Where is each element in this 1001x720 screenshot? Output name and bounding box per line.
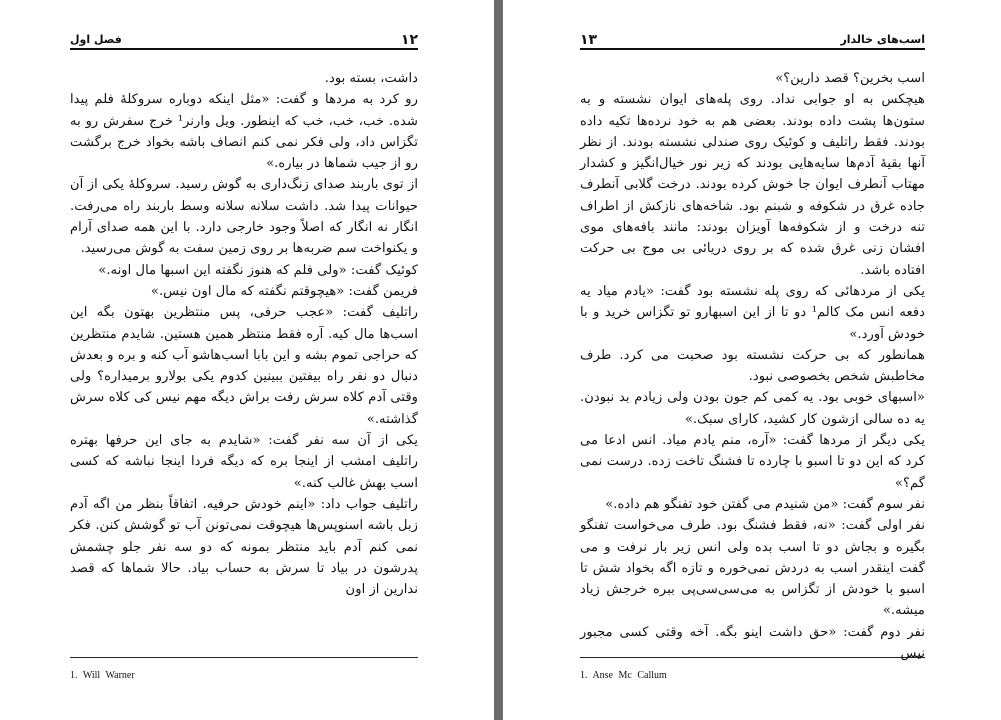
footnote-divider	[70, 657, 418, 658]
left-page-header	[70, 30, 418, 50]
footnote: 1. Anse Mc Callum	[580, 670, 667, 681]
paragraph: داشت، بسته بود.	[324, 71, 418, 86]
footnote: 1. Will Warner	[70, 670, 135, 681]
paragraph: نفر اولی گفت: «نه، فقط فشنگ بود. طرف می‌خواست تفنگو بگیره و بجاش دو تا اسب بده ولی انس زیر بار نرفت و می گفت اینقدر اسب به دردش نمی‌خوره و تازه اگه بخواد شش تا اسبو با خودش از تگزاس به می‌سی‌سی‌پی ببره خرجش زیاد میشه.»	[580, 518, 925, 619]
page-number: ۱۲	[400, 32, 418, 48]
right-page-body	[580, 68, 925, 664]
paragraph: یکی از آن سه نفر گفت: «شایدم به جای این حرفها بهتره راتلیف امشب از اینجا بره که دیگه فردا اینجا نباشه که کسی اسب بهش غالب کنه.»	[70, 433, 418, 491]
right-page	[503, 0, 1001, 720]
page-number: ۱۳	[580, 32, 598, 48]
paragraph: یکی دیگر از مردها گفت: «آره، منم یادم میاد. انس ادعا می کرد که این دو تا اسبو با چارده تا فشنگ تاخت زده. درست نمی گم؟»	[580, 433, 925, 491]
paragraph: رو کرد به مردها و گفت: «مثل اینکه دوباره سروکلهٔ فلم پیدا شده. خب، خب، خب که اینطور. ویل وارنر¹ خرج سفرش رو به تگزاس داد، ولی فکر نمی کنم انصاف باشه بخواد خرج برگشت رو از جیب شماها در بیاره.»	[70, 92, 418, 172]
paragraph: نفر سوم گفت: «من شنیدم می گفتن خود تفنگو هم داده.»	[605, 496, 925, 512]
paragraph: «اسبهای خوبی بود. یه کمی کم جون بودن ولی زیادم بد نبودن. یه ده سالی ازشون کار کشید، کارای سبک.»	[580, 390, 925, 427]
page-gutter	[494, 0, 503, 720]
paragraph: هیچکس به او جوابی نداد. روی پله‌های ایوان نشسته و به ستون‌ها پشت داده بودند. بعضی هم به خود نرده‌ها تکیه داده بودند. فقط راتلیف و کوئیک روی صندلی نشسته بودند. از نظر آنها بقیهٔ آدم‌ها سایه‌هایی بودند که زیر نور خیال‌انگیز و کشدار مهتاب آنطرف ایوان جا خوش کرده بودند. درخت گلابی آنطرف جاده غرق در شکوفه و شبنم بود. شاخه‌های نازکش از اطراف تنه درخت و از شکوفه‌ها آویزان بودند: مانند بافه‌های موی افشان زنی غرق شده که بر روی دریائی بی موج بی حرکت افتاده باشد.	[580, 92, 925, 278]
paragraph: اسب بخرین؟ قصد دارین؟»	[775, 71, 925, 86]
paragraph: راتلیف جواب داد: «اینم خودش حرفیه. اتفاقاً بنظر من اگه آدم زبل باشه اسنوپس‌ها هیچوقت نمی‌تونن آب تو گوشش کنن. فکر نمی کنم آدم باید منتظر بمونه که دو سه نفر جلو چشمش پدرشون در بیاد تا سرش به حساب بیاد. حالا شماها که قصد ندارین از اون	[70, 496, 418, 598]
right-page-header	[580, 30, 925, 50]
running-title: اسب‌های خالدار	[840, 33, 925, 46]
running-title: فصل اول	[70, 33, 122, 46]
paragraph: همانطور که بی حرکت نشسته بود صحبت می کرد. طرف مخاطبش شخص بخصوصی نبود.	[580, 347, 925, 385]
paragraph: یکی از مردهائی که روی پله نشسته بود گفت: «یادم میاد یه دفعه انس مک کالم¹ دو تا از این اسبهارو تو تگزاس خرید و با خودش آورد.»	[580, 283, 925, 342]
footnote-divider	[580, 657, 925, 658]
paragraph: نفر دوم گفت: «حق داشت اینو بگه. آخه وقتی کسی مجبور نیس	[580, 624, 925, 662]
paragraph: کوئیک گفت: «ولی فلم که هنوز نگفته این اسبها مال اونه.»	[98, 262, 418, 278]
left-page-body	[70, 68, 418, 600]
paragraph: از توی باربند صدای زنگ‌داری به گوش رسید. سروکلهٔ یکی از آن حیوانات پیدا شد. داشت سلانه سلانه وسط باربند راه می‌رفت. انگار نه انگار که اصلاً وجود خارجی دارد. با این همه صدای آرام و یکنواخت سم ضربه‌ها بر روی زمین سفت به گوش می‌رسید.	[70, 177, 418, 257]
left-page	[0, 0, 494, 720]
paragraph: راتلیف گفت: «عجب حرفی، پس منتظرین بهتون بگه این اسب‌ها مال کیه. آره فقط منتظر همین هستین. شایدم منتظرین که حراجی تموم بشه و این بابا اسب‌هاشو آب کنه و بره و بعدش دنبال دو نفر راه بیفتین ببینین کدوم یکی بولارو برمیداره؟ ولی وقتی آدم کلاه سرش رفت براش دیگه مهم نیس کی کلاه سرش گذاشته.»	[70, 305, 418, 427]
paragraph: فریمن گفت: «هیچوقتم نگفته که مال اون نیس.»	[150, 283, 418, 299]
